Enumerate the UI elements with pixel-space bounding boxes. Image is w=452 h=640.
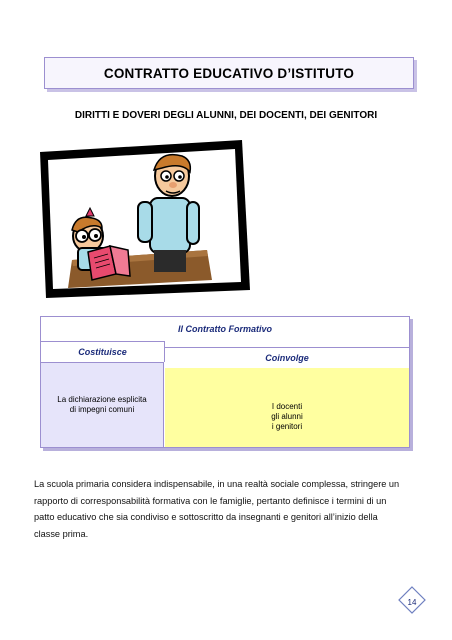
paragraph-line: rapporto di corresponsabilità formativa con le famiglie, pertanto definisce i termini di un	[34, 495, 387, 506]
body-paragraph	[34, 476, 420, 542]
cell-line: di impegni comuni	[69, 405, 135, 414]
cell-line: La dichiarazione esplicita	[57, 395, 147, 404]
cell-coinvolge-content	[165, 368, 409, 447]
paragraph-line: La scuola primaria considera indispensabile, in una realtà sociale complessa, stringere un	[34, 479, 400, 489]
cell-line: I docenti	[271, 402, 303, 411]
book	[88, 246, 130, 280]
paragraph-line: classe prima.	[34, 528, 89, 539]
column-head-costituisce: Costituisce	[41, 341, 165, 362]
cell-line: i genitori	[271, 422, 303, 431]
page-title: CONTRATTO EDUCATIVO D’ISTITUTO	[103, 65, 355, 81]
paragraph-line: patto educativo che sia condiviso e sottoscritto da insegnanti e genitori all’inizio della	[34, 512, 378, 522]
page-number: 14	[407, 598, 417, 607]
classroom-illustration	[32, 140, 252, 300]
column-head-coinvolge: Coinvolge	[165, 347, 409, 369]
table-header: Il Contratto Formativo	[178, 324, 272, 334]
cell-costituisce-content	[41, 362, 164, 447]
title-box	[44, 57, 414, 89]
subtitle: DIRITTI E DOVERI DEGLI ALUNNI, DEI DOCENTI, DEI GENITORI	[74, 110, 378, 121]
contract-table	[40, 316, 410, 448]
cell-line: gli alunni	[271, 412, 303, 421]
